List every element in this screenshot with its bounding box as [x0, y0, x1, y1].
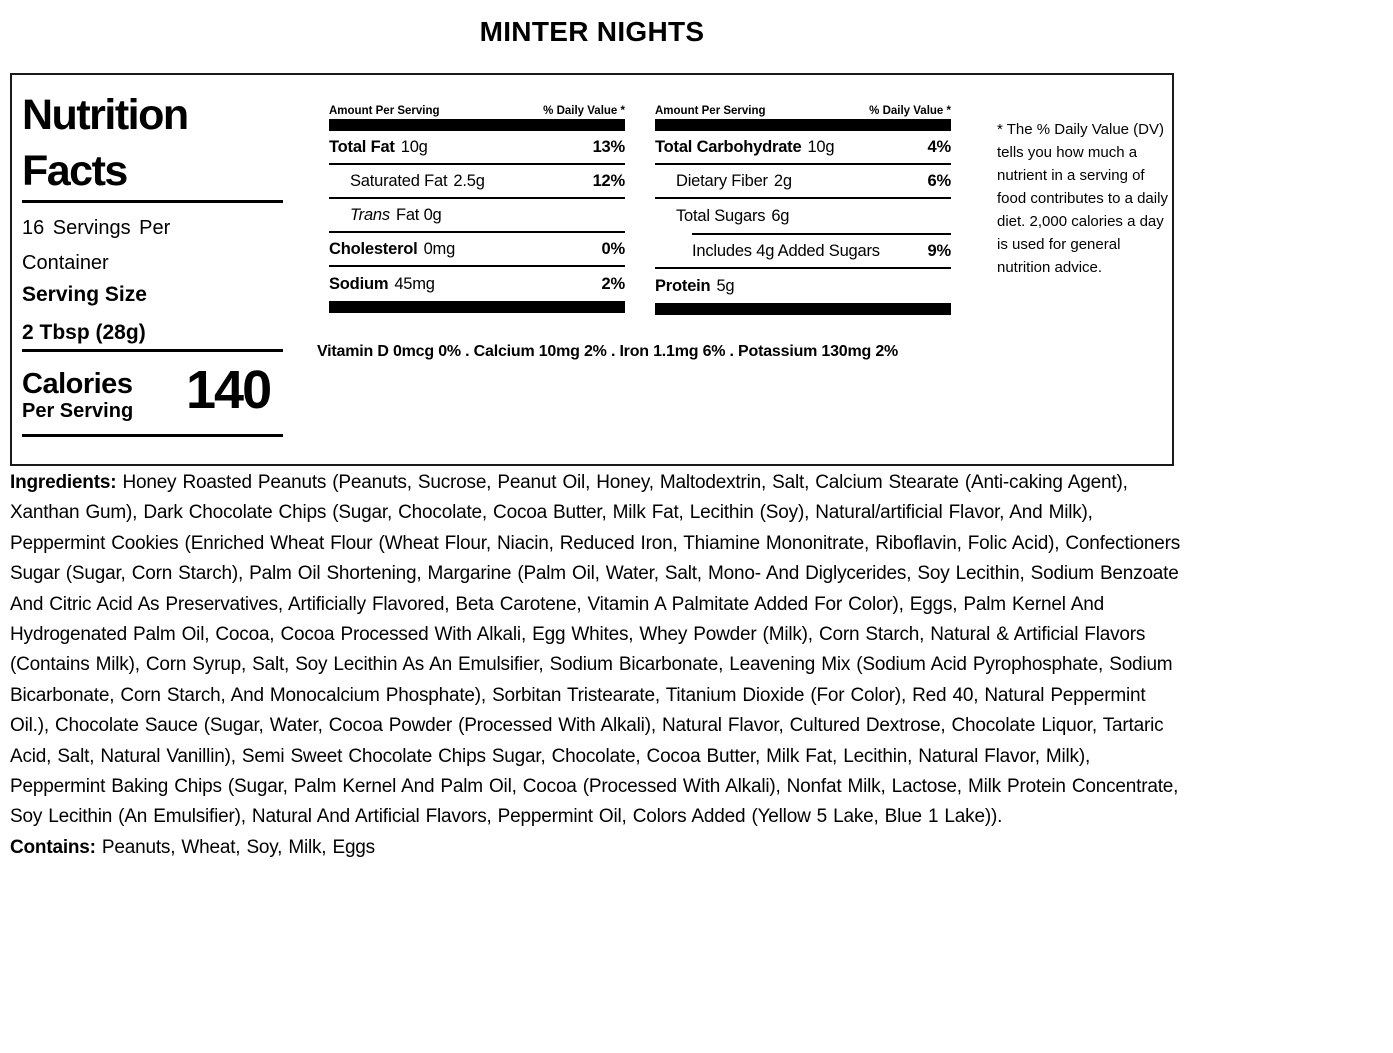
contains-label: Contains: [10, 836, 96, 858]
thick-bar [329, 119, 625, 131]
product-title: MINTER NIGHTS [479, 16, 705, 47]
divider [22, 200, 283, 203]
daily-value-header: % Daily Value * [543, 105, 625, 117]
nutrient-row-protein: Protein 5g [655, 276, 735, 295]
ingredients-label: Ingredients: [10, 472, 117, 493]
amount-per-serving-header: Amount Per Serving [655, 105, 766, 117]
daily-value-footnote: * The % Daily Value (DV) tells you how much a nutrient in a serving of food contributes to a daily diet. 2,000 calories a day is used for general nutrition advice. [997, 121, 1168, 276]
nutrient-row-added-sugars: Includes 4g Added Sugars 9% [655, 235, 951, 269]
nutrient-row-total-carbohydrate: Total Carbohydrate 10g 4% [655, 131, 951, 165]
amount-per-serving-header: Amount Per Serving [329, 105, 440, 117]
ingredients-section [10, 468, 1180, 863]
divider [22, 434, 283, 437]
column-header [329, 104, 625, 119]
daily-value-header: % Daily Value * [869, 105, 951, 117]
contains-line [10, 833, 1180, 863]
nutrient-row-total-sugars: Total Sugars 6g [676, 206, 790, 225]
thick-bar [655, 303, 951, 315]
serving-size-value: 2 Tbsp (28g) [22, 321, 146, 344]
nutrition-facts-panel [10, 73, 1174, 466]
column-header [655, 104, 951, 119]
nutrient-row-cholesterol: Cholesterol 0mg 0% [329, 233, 625, 267]
serving-size-label: Serving Size [22, 283, 147, 306]
thick-bar [655, 119, 951, 131]
nutrient-column-fats [329, 104, 625, 313]
divider [22, 349, 283, 352]
nutrient-row-saturated-fat: Saturated Fat 2.5g 12% [329, 165, 625, 199]
nutrient-row-total-fat: Total Fat 10g 13% [329, 131, 625, 165]
nutrient-row-trans-fat: Trans Fat 0g [329, 199, 625, 233]
calories-value: 140 [186, 360, 271, 420]
micronutrients-line: Vitamin D 0mcg 0% . Calcium 10mg 2% . Iron 1.1mg 6% . Potassium 130mg 2% [317, 343, 899, 360]
contains-text: Peanuts, Wheat, Soy, Milk, Eggs [101, 836, 375, 858]
calories-sublabel: Per Serving [22, 400, 134, 422]
servings-per-container: 16 Servings Per Container [22, 217, 171, 274]
thick-bar [329, 301, 625, 313]
ingredients-text: Honey Roasted Peanuts (Peanuts, Sucrose, Peanut Oil, Honey, Maltodextrin, Salt, Calcium Stearate (Anti-caking Agent), Xanthan Gum), Dark Chocolate Chips (Sugar, Chocolate, Cocoa Butter, Milk Fat, Lecithin (Soy), Natural/artificial Flavor, And Milk), Peppermint Cookies (Enriched Wheat Flour (Wheat Flour, Niacin, Reduced Iron, Thiamine Mononitrate, Riboflavin, Folic Acid), Confectioners Sugar (Sugar, Corn Starch), Palm Oil Shortening, Margarine (Palm Oil, Water, Salt, Mono- And Diglycerides, Soy Lecithin, Sodium Benzoate And Citric Acid As Preservatives, Artificially Flavored, Beta Carotene, Vitamin A Palmitate Added For Color), Eggs, Palm Kernel And Hydrogenated Palm Oil, Cocoa, Cocoa Processed With Alkali, Egg Whites, Whey Powder (Milk), Corn Starch, Natural & Artificial Flavors (Contains Milk), Corn Syrup, Salt, Soy Lecithin As An Emulsifier, Sodium Bicarbonate, Leavening Mix (Sodium Acid Pyrophosphate, Sodium Bicarbonate, Corn Starch, And Monocalcium Phosphate), Sorbitan Tristearate, Titanium Dioxide (For Color), Red 40, Natural Peppermint Oil.), Chocolate Sauce (Sugar, Water, Cocoa Powder (Processed With Alkali), Natural Flavor, Cultured Dextrose, Chocolate Liquor, Tartaric Acid, Salt, Natural Vanillin), Semi Sweet Chocolate Chips Sugar, Chocolate, Cocoa Butter, Milk Fat, Lecithin, Natural Flavor, Milk), Peppermint Baking Chips (Sugar, Palm Kernel And Palm Oil, Cocoa (Processed With Alkali), Nonfat Milk, Lactose, Milk Protein Concentrate, Soy Lecithin (An Emulsifier), Natural And Artificial Flavors, Peppermint Oil, Colors Added (Yellow 5 Lake, Blue 1 Lake)). [10, 472, 1180, 828]
calories-label: Calories [22, 368, 133, 400]
nutrition-facts-heading: Nutrition Facts [22, 91, 188, 195]
ingredients-paragraph [10, 468, 1180, 833]
nutrient-column-carbs [655, 104, 951, 315]
nutrient-row-dietary-fiber: Dietary Fiber 2g 6% [655, 165, 951, 199]
nutrient-row-sodium: Sodium 45mg 2% [329, 274, 625, 293]
